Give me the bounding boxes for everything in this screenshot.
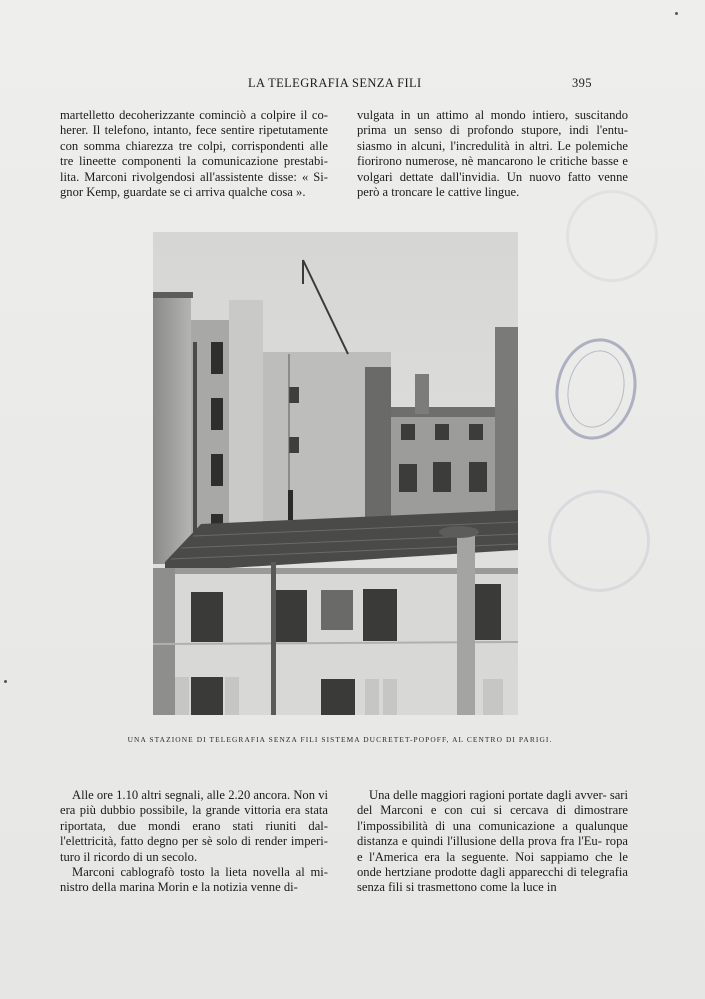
text-line: lita. Marconi rivolgendosi all'assistente disse: « Si- <box>60 169 328 184</box>
running-title: LA TELEGRAFIA SENZA FILI <box>248 76 422 90</box>
text-line: che le onde hertziane prodotte dagli apparecchi di <box>357 849 628 880</box>
text-line: l'elettricità, fatto degno per sè solo di render imperi- <box>60 834 328 849</box>
figure-caption: UNA STAZIONE DI TELEGRAFIA SENZA FILI SISTEMA DUCRETET-POPOFF, AL CENTRO DI PARIGI. <box>127 735 553 744</box>
text-line: l'impossibilità di una comunicazione a qualunque <box>357 818 628 833</box>
paragraph <box>60 108 328 200</box>
top-right-column <box>357 108 628 200</box>
running-header <box>0 76 705 92</box>
text-line: sari del Marconi e con cui si cercava di dimostrare <box>357 788 628 818</box>
ink-speck <box>675 12 678 15</box>
faded-stamp <box>566 190 658 282</box>
rooftop-photo-illustration <box>153 232 518 715</box>
text-line: con somma chiarezza tre colpi, corrispondenti alle <box>60 138 328 153</box>
text-line: vi era più dubbio possibile, la grande vittoria era <box>60 788 328 818</box>
text-line: turo il ricordo di un secolo. <box>60 849 198 864</box>
text-line: tre lineette componenti la comunicazione prestabi- <box>60 154 328 169</box>
text-line: stata riportata, due mondi erano stati riuniti dal- <box>60 803 329 833</box>
text-line: nistro della marina Morin e la notizia venne di- <box>60 880 298 895</box>
text-line: ropa e l'America era la seguente. Noi sappiamo <box>357 834 628 864</box>
top-left-column <box>60 108 328 200</box>
text-line: herer. Il telefono, intanto, fece sentire ripetutamente <box>60 123 328 138</box>
text-line: fiorirono numerose, nè mancarono le critiche basse <box>357 154 619 169</box>
bottom-left-column <box>60 788 328 896</box>
text-line: telegrafia senza fili si trasmettono come la luce in <box>357 865 628 895</box>
text-line: gnor Kemp, guardate se ci arriva qualche cosa ». <box>60 185 306 200</box>
ink-speck <box>4 680 7 683</box>
paragraph <box>60 788 328 865</box>
text-line: distanza e quindi l'illusione della prova fra l'Eu- <box>357 834 602 849</box>
text-line: Alle ore 1.10 altri segnali, alle 2.20 ancora. Non <box>72 788 316 802</box>
text-line: Una delle maggiori ragioni portate dagli avver- <box>369 788 607 802</box>
text-line: però a troncare le cattive lingue. <box>357 185 520 200</box>
text-line: e volgari dettate dall'invidia. Un nuovo fatto venne <box>357 154 628 184</box>
text-line: vulgata in un attimo al mondo intiero, suscitando <box>357 108 628 122</box>
library-stamp <box>546 331 645 447</box>
faded-stamp <box>548 490 650 592</box>
text-line: prima un senso di profondo stupore, indi l'entu- <box>357 123 628 138</box>
photograph-radio-station <box>153 232 518 715</box>
bottom-right-column <box>357 788 628 896</box>
paragraph <box>357 108 628 200</box>
paragraph <box>357 788 628 896</box>
text-line: martelletto decoherizzante cominciò a colpire il co- <box>60 108 328 122</box>
page-number: 395 <box>572 76 592 90</box>
text-line: Marconi cablografò tosto la lieta novella al mi- <box>72 865 328 880</box>
paragraph <box>60 865 328 896</box>
text-line: siasmo in alcuni, l'incredulità in altri. Le polemiche <box>357 138 628 153</box>
